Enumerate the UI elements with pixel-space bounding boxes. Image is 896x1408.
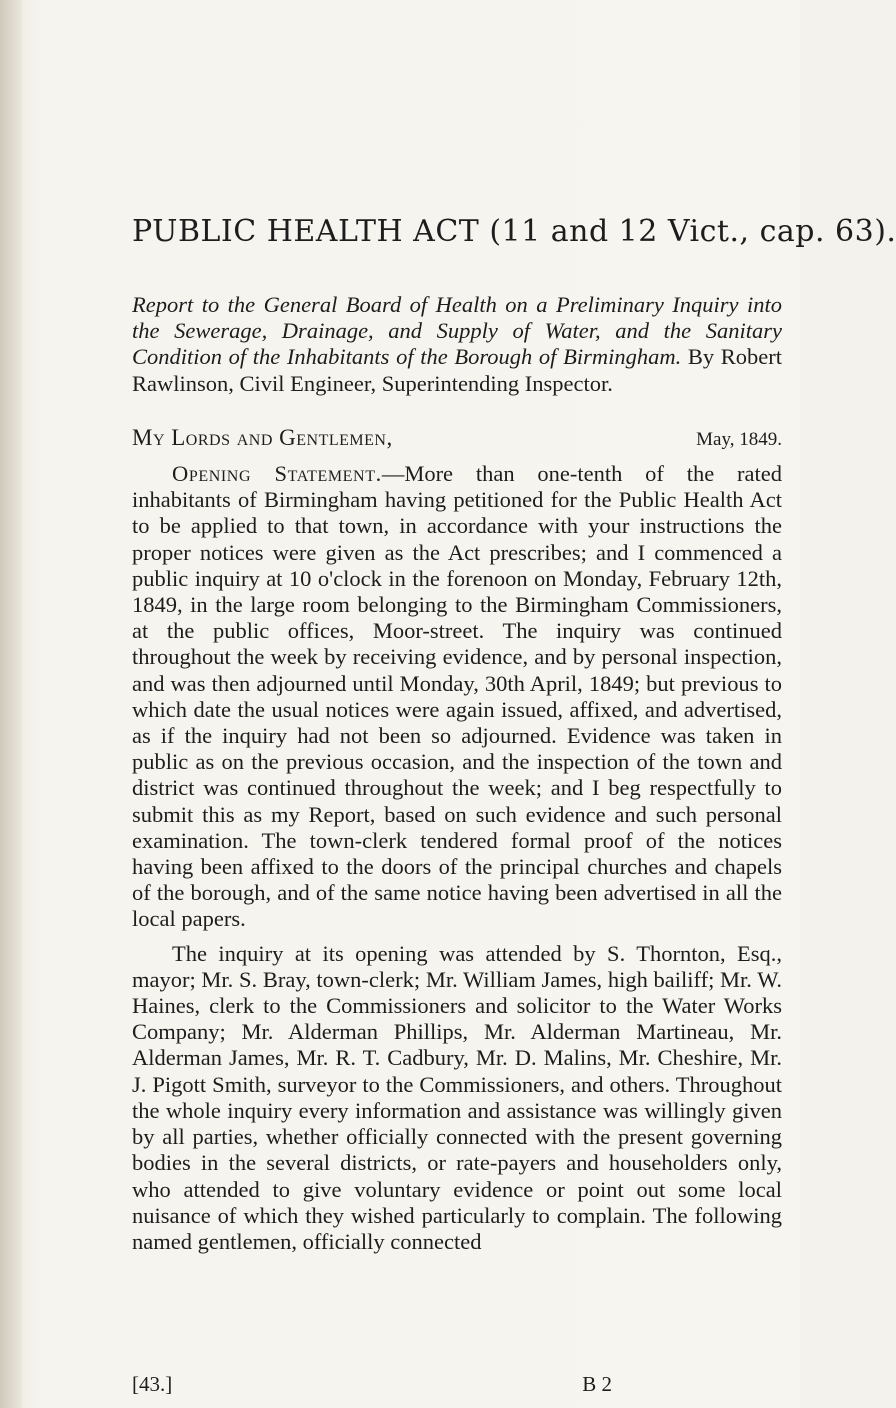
page-reference: [43.] [132, 1372, 173, 1396]
report-body [132, 292, 782, 1263]
paragraph-2-text: The inquiry at its opening was attended by S. Thornton, Esq., mayor; Mr. S. Bray, town-clerk; Mr. William James, high bailiff; Mr. W. Haines, clerk to the Commissioners and solicitor to the Water Works Company; Mr. Alderman Phillips, Mr. Alderman Martineau, Mr. Alderman James, Mr. R. T. Cadbury, Mr. D. Malins, Mr. Cheshire, Mr. J. Pigott Smith, surveyor to the Commissioners, and others. Throughout the whole inquiry every information and assistance was willingly given by all parties, whether officially connected with the present governing bodies in the several districts, or rate-payers and householders only, who attended to give voluntary evidence or point out some local nuisance of which they wished particularly to complain. The following named gentlemen, officially connected [132, 940, 782, 1254]
section-label-opening-statement: Opening Statement. [172, 461, 382, 487]
paragraph-opening-statement [132, 461, 782, 933]
page-footer [132, 1372, 612, 1397]
report-date: May, 1849. [696, 428, 782, 450]
salutation-row [132, 425, 782, 453]
report-title [132, 292, 782, 397]
running-head: PUBLIC HEALTH ACT (11 and 12 Vict., cap. 63). [132, 214, 896, 249]
page-binding-shadow [0, 0, 22, 1408]
paragraph-1-text: —More than one-tenth of the rated inhabitants of Birmingham having petitioned for the Public Health Act to be applied to that town, in accordance with your instructions the proper notices were given as the Act prescribes; and I commenced a public inquiry at 10 o'clock in the forenoon on Monday, February 12th, 1849, in the large room belonging to the Birmingham Commissioners, at the public offices, Moor-street. The inquiry was continued throughout the week by receiving evidence, and by personal inspection, and was then adjourned until Monday, 30th April, 1849; but previous to which date the usual notices were again issued, affixed, and advertised, as if the inquiry had not been so adjourned. Evidence was taken in public as on the previous occasion, and the inspection of the town and district was continued throughout the week; and I beg respectfully to submit this as my Report, based on such evidence and such personal examination. The town-clerk tendered formal proof of the notices having been affixed to the doors of the principal churches and chapels of the borough, and of the same notice having been advertised in all the local papers. [132, 461, 783, 932]
report-author: By Robert Rawlinson, Civil Engineer, Superintending Inspector. [132, 344, 782, 396]
salutation: My Lords and Gentlemen, [132, 424, 393, 450]
signature-mark: B 2 [582, 1372, 612, 1396]
report-title-italic: Report to the General Board of Health on a Preliminary Inquiry into the Sewerage, Drainage, and Supply of Water, and the Sanitary Condition of the Inhabitants of the Borough of Birmingham. [132, 292, 782, 370]
paragraph-attendance [132, 941, 782, 1255]
